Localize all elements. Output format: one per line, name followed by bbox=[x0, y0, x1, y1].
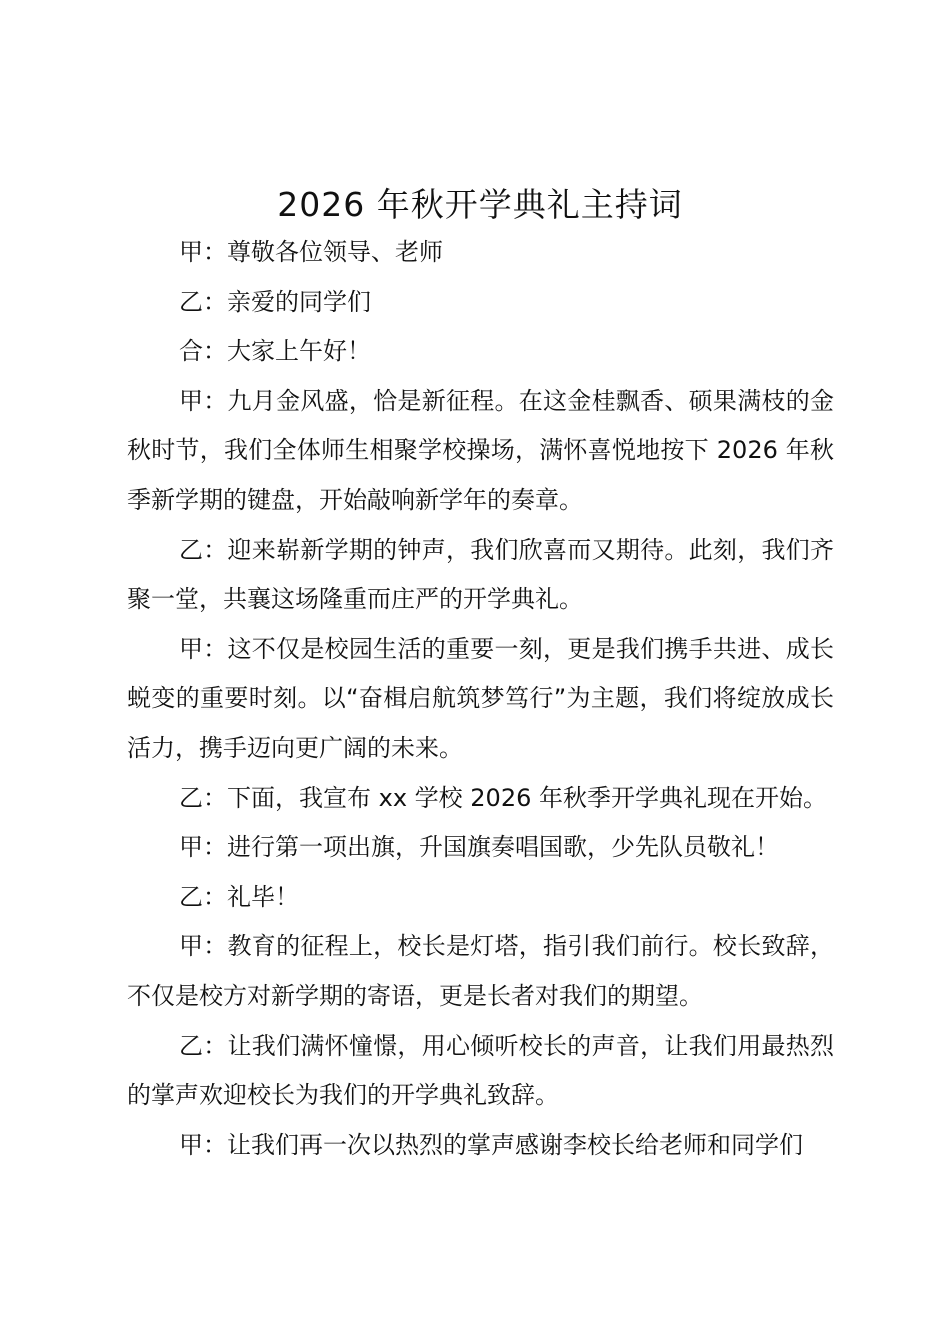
paragraph: 甲：教育的征程上，校长是灯塔，指引我们前行。校长致辞，不仅是校方对新学期的寄语，更是长者对我们的期望。 bbox=[127, 932, 834, 1010]
paragraph: 乙：亲爱的同学们 bbox=[179, 287, 371, 316]
paragraph: 合：大家上午好！ bbox=[179, 337, 371, 366]
paragraph: 甲：尊敬各位领导、老师 bbox=[179, 238, 443, 266]
paragraph: 甲：九月金风盛，恰是新征程。在这金桂飘香、硕果满枝的金秋时节，我们全体师生相聚学校操场，满怀喜悦地按下 2026 年秋季新学期的键盘，开始敲响新学年的奏章。 bbox=[127, 386, 834, 514]
document-body bbox=[127, 228, 834, 1170]
document-title: 2026 年秋开学典礼主持词 bbox=[277, 185, 683, 224]
paragraph: 乙：下面，我宣布 xx 学校 2026 年秋季开学典礼现在开始。 bbox=[179, 783, 827, 812]
paragraph: 乙：礼毕！ bbox=[179, 882, 299, 911]
paragraph: 甲：这不仅是校园生活的重要一刻，更是我们携手共进、成长蜕变的重要时刻。以“奋楫启航筑梦笃行”为主题，我们将绽放成长活力，携手迈向更广阔的未来。 bbox=[127, 634, 834, 762]
paragraph: 乙：让我们满怀憧憬，用心倾听校长的声音，让我们用最热烈的掌声欢迎校长为我们的开学典礼致辞。 bbox=[127, 1031, 834, 1110]
paragraph: 甲：进行第一项出旗，升国旗奏唱国歌，少先队员敬礼！ bbox=[179, 833, 779, 862]
paragraph: 乙：迎来崭新学期的钟声，我们欣喜而又期待。此刻，我们齐聚一堂，共襄这场隆重而庄严的开学典礼。 bbox=[127, 535, 834, 614]
paragraph: 甲：让我们再一次以热烈的掌声感谢李校长给老师和同学们 bbox=[179, 1130, 803, 1159]
